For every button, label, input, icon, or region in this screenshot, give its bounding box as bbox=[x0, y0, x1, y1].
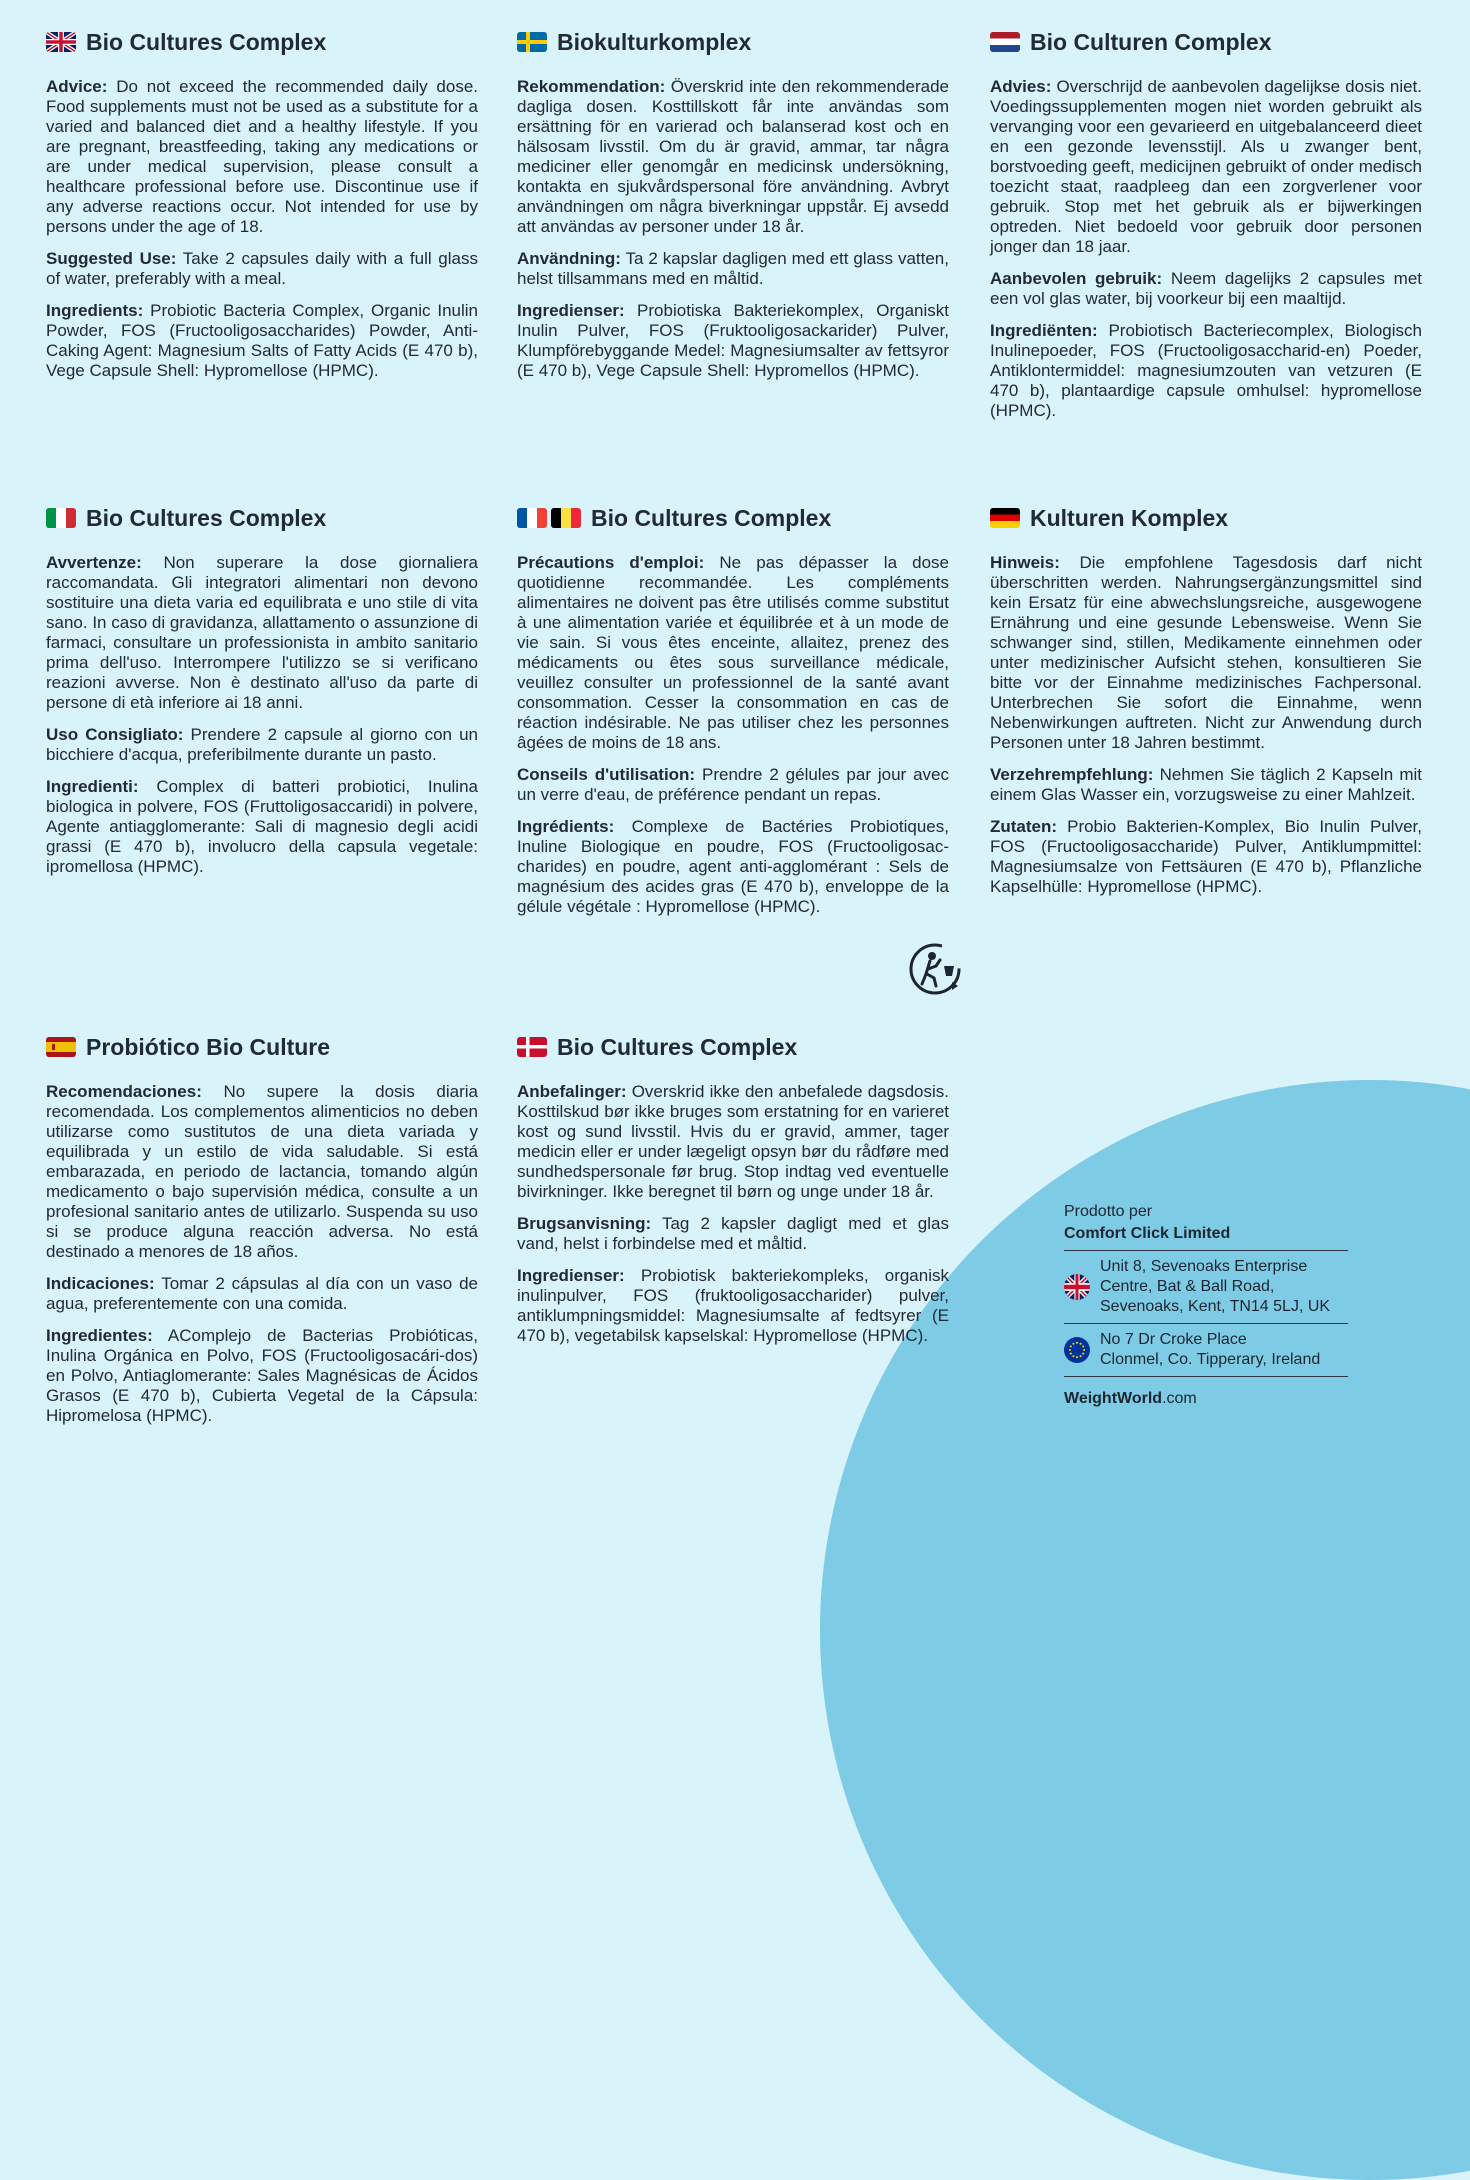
website-brand: WeightWorld bbox=[1064, 1390, 1163, 1407]
section-title-text: Biokulturkomplex bbox=[557, 29, 752, 55]
info-paragraph bbox=[990, 553, 1422, 753]
info-paragraph bbox=[517, 77, 949, 237]
address-line: Clonmel, Co. Tipperary, Ireland bbox=[1100, 1351, 1321, 1368]
info-paragraph bbox=[990, 765, 1422, 805]
flag-group bbox=[990, 508, 1020, 528]
uk-flag bbox=[46, 32, 76, 52]
address-text bbox=[1100, 1257, 1330, 1317]
info-paragraph bbox=[46, 77, 478, 237]
info-label: Ingredienti: bbox=[46, 777, 139, 796]
section-german bbox=[990, 503, 1422, 909]
address-line: No 7 Dr Croke Place bbox=[1100, 1331, 1247, 1348]
section-title-text: Kulturen Komplex bbox=[1030, 505, 1229, 531]
info-paragraph bbox=[46, 249, 478, 289]
info-label: Ingrédients: bbox=[517, 817, 615, 836]
info-label: Ingrediënten: bbox=[990, 321, 1098, 340]
info-paragraph bbox=[990, 817, 1422, 897]
flag-group bbox=[46, 508, 76, 528]
info-text: Complexe de Bactéries Probiotiques, Inuline Biologique en poudre, FOS (Fructooligosac-charides) en poudre, agent anti-agglomérant : Sels de magnésium des acides gras (E 470 b), enveloppe de la gélule végétale : Hypromellose (HPMC). bbox=[517, 817, 949, 916]
info-text: Non superare la dose giornaliera raccomandata. Gli integratori alimentari non devono sostituire una dieta varia ed equilibrata e uno stile di vita sano. In caso di gravidanza, allattamento o assunzione di farmaci, consultare un professionista in ambito sanitario prima dell'uso. Interrompere l'utilizzo se si verificano reazioni avverse. Non è destinato all'uso da parte di persone di età inferiore ai 18 anni. bbox=[46, 553, 478, 712]
flag-group bbox=[990, 32, 1020, 52]
info-label: Recomendaciones: bbox=[46, 1082, 202, 1101]
info-label: Indicaciones: bbox=[46, 1274, 155, 1293]
info-text: Nehmen Sie täglich 2 Kapseln mit einem Glas Wasser ein, vorzugsweise zu einer Mahlzeit. bbox=[990, 765, 1422, 804]
flag-group bbox=[517, 508, 581, 528]
info-paragraph bbox=[517, 301, 949, 381]
manufacturer-company: Comfort Click Limited bbox=[1064, 1225, 1231, 1242]
info-text: Tag 2 kapsler dagligt med et glas vand, helst i forbindelse med et måltid. bbox=[517, 1214, 949, 1253]
section-french bbox=[517, 503, 949, 929]
info-label: Anbefalinger: bbox=[517, 1082, 627, 1101]
section-title bbox=[517, 27, 949, 57]
info-label: Ingredients: bbox=[46, 301, 144, 320]
address-row bbox=[1064, 1323, 1348, 1376]
manufacturer-label: Prodotto per bbox=[1064, 1203, 1153, 1220]
info-text: Do not exceed the recommended daily dose. Food supplements must not be used as a substitute for a varied and balanced diet and a healthy lifestyle. If you are pregnant, breastfeeding, taking any medications or are under medical supervision, please consult a healthcare professional before use. Discontinue use if any adverse reactions occur. Not intended for use by persons under the age of 18. bbox=[46, 77, 478, 236]
section-swedish bbox=[517, 27, 949, 393]
section-title bbox=[517, 1032, 949, 1062]
france-flag bbox=[517, 508, 547, 528]
info-text: Ne pas dépasser la dose quotidienne recommandée. Les compléments alimentaires ne doivent pas être utilisés comme substitut à une alimentation variée et équilibrée et à un mode de vie sain. Si vous êtes enceinte, allaitez, prenez des médicaments ou êtes sous surveillance médicale, veuillez consulter un professionnel de la santé avant consommation. Cesser la consommation en cas de réaction indésirable. Ne pas utiliser chez les personnes âgées de moins de 18 ans. bbox=[517, 553, 949, 752]
section-title-text: Bio Cultures Complex bbox=[86, 29, 327, 55]
germany-flag bbox=[990, 508, 1020, 528]
info-paragraph bbox=[517, 249, 949, 289]
section-english bbox=[46, 27, 478, 393]
info-text: Die empfohlene Tagesdosis darf nicht überschritten werden. Nahrungsergänzungsmittel sind kein Ersatz für eine abwechslungsreiche, ausgewogene Ernährung und eine gesunde Lebensweise. Wenn Sie schwanger sind, stillen, Medikamente einnehmen oder unter medizinischer Aufsicht stehen, konsultieren Sie bitte vor der Einnahme medizinisches Fachpersonal. Unterbrechen Sie sofort die Einnahme, wenn Nebenwirkungen auftreten. Nicht zur Anwendung durch Personen unter 18 Jahren bestimmt. bbox=[990, 553, 1422, 752]
info-label: Verzehrempfehlung: bbox=[990, 765, 1154, 784]
flag-group bbox=[46, 1037, 76, 1057]
info-text: Tomar 2 cápsulas al día con un vaso de agua, preferentemente con una comida. bbox=[46, 1274, 478, 1313]
info-text: AComplejo de Bacterias Probióticas, Inulina Orgánica en Polvo, FOS (Fructooligosacári-dos) en Polvo, Antiaglomerante: Sales Magnésicas de Ácidos Grasos (E 470 b), Cubierta Vegetal de la Cápsula: Hipromelosa (HPMC). bbox=[46, 1326, 478, 1425]
website-tld: .com bbox=[1162, 1390, 1197, 1407]
section-title bbox=[46, 1032, 478, 1062]
uk-flag bbox=[1064, 1274, 1090, 1300]
address-line: Unit 8, Sevenoaks Enterprise bbox=[1100, 1258, 1308, 1275]
section-title-text: Bio Culturen Complex bbox=[1030, 29, 1272, 55]
section-italian bbox=[46, 503, 478, 889]
info-label: Précautions d'emploi: bbox=[517, 553, 705, 572]
info-label: Suggested Use: bbox=[46, 249, 177, 268]
address-line: Sevenoaks, Kent, TN14 5LJ, UK bbox=[1100, 1298, 1331, 1315]
section-danish bbox=[517, 1032, 949, 1358]
website-link[interactable] bbox=[1064, 1376, 1348, 1409]
flag-group bbox=[46, 32, 76, 52]
info-paragraph bbox=[46, 1326, 478, 1426]
info-text: Neem dagelijks 2 capsules met een vol glas water, bij voorkeur bij een maaltijd. bbox=[990, 269, 1422, 308]
info-label: Ingredientes: bbox=[46, 1326, 153, 1345]
manufacturer-block bbox=[1064, 1202, 1348, 1409]
info-label: Uso Consigliato: bbox=[46, 725, 184, 744]
info-paragraph bbox=[517, 1214, 949, 1254]
info-label: Användning: bbox=[517, 249, 621, 268]
info-text: Take 2 capsules daily with a full glass of water, preferably with a meal. bbox=[46, 249, 478, 288]
section-title bbox=[990, 27, 1422, 57]
info-paragraph bbox=[990, 269, 1422, 309]
section-spanish bbox=[46, 1032, 478, 1438]
info-label: Advies: bbox=[990, 77, 1052, 96]
info-label: Rekommendation: bbox=[517, 77, 666, 96]
info-paragraph bbox=[46, 1082, 478, 1262]
info-label: Aanbevolen gebruik: bbox=[990, 269, 1163, 288]
info-text: Probiotic Bacteria Complex, Organic Inulin Powder, FOS (Fructooligosaccharides) Powder, Anti-Caking Agent: Magnesium Salts of Fatty Acids (E 470 b), Vege Capsule Shell: Hypromellose (HPMC). bbox=[46, 301, 478, 380]
info-text: Overskrid ikke den anbefalede dagsdosis. Kosttilskud bør ikke bruges som erstatning for en varieret kost og sund livsstil. Hvis du er gravid, ammer, tager medicin eller er under lægeligt opsyn bør du rådføre med sundhedspersonale før brug. Stop indtag ved eventuelle bivirkninger. Ikke beregnet til børn og unge under 18 år. bbox=[517, 1082, 949, 1201]
info-paragraph bbox=[46, 725, 478, 765]
section-dutch bbox=[990, 27, 1422, 433]
info-text: Probio Bakterien-Komplex, Bio Inulin Pulver, FOS (Fructooligosaccharide) Pulver, Antiklumpmittel: Magnesiumsalze von Fettsäuren (E 470 b), Pflanzliche Kapselhülle: Hypromellose (HPMC). bbox=[990, 817, 1422, 896]
section-title bbox=[517, 503, 949, 533]
info-paragraph bbox=[990, 77, 1422, 257]
info-label: Brugsanvisning: bbox=[517, 1214, 652, 1233]
info-label: Avvertenze: bbox=[46, 553, 142, 572]
info-label: Zutaten: bbox=[990, 817, 1058, 836]
info-label: Conseils d'utilisation: bbox=[517, 765, 696, 784]
tidyman-recycle-icon bbox=[908, 942, 962, 996]
info-label: Hinweis: bbox=[990, 553, 1060, 572]
section-title bbox=[990, 503, 1422, 533]
flag-group bbox=[517, 1037, 547, 1057]
address-row bbox=[1064, 1250, 1348, 1323]
info-label: Advice: bbox=[46, 77, 108, 96]
denmark-flag bbox=[517, 1037, 547, 1057]
info-paragraph bbox=[46, 1274, 478, 1314]
info-paragraph bbox=[517, 765, 949, 805]
info-text: Prendere 2 capsule al giorno con un bicchiere d'acqua, preferibilmente durante un pasto. bbox=[46, 725, 478, 764]
italy-flag bbox=[46, 508, 76, 528]
section-title-text: Bio Cultures Complex bbox=[591, 505, 832, 531]
info-paragraph bbox=[517, 553, 949, 753]
eu-flag bbox=[1064, 1337, 1090, 1363]
info-text: Probiotiska Bakteriekomplex, Organiskt Inulin Pulver, FOS (Fruktooligosackarider) Pulver, Klumpförebyggande Medel: Magnesiumsalter av fettsyror (E 470 b), Vege Capsule Shell: Hypromellos (HPMC). bbox=[517, 301, 949, 380]
section-title bbox=[46, 503, 478, 533]
netherlands-flag bbox=[990, 32, 1020, 52]
belgium-flag bbox=[551, 508, 581, 528]
info-label: Ingredienser: bbox=[517, 1266, 625, 1285]
info-paragraph bbox=[46, 777, 478, 877]
sweden-flag bbox=[517, 32, 547, 52]
address-text bbox=[1100, 1330, 1320, 1370]
section-title-text: Probiótico Bio Culture bbox=[86, 1034, 331, 1060]
address-line: Centre, Bat & Ball Road, bbox=[1100, 1278, 1275, 1295]
section-title-text: Bio Cultures Complex bbox=[557, 1034, 798, 1060]
info-text: Ta 2 kapslar dagligen med ett glass vatten, helst tillsammans med en måltid. bbox=[517, 249, 949, 288]
info-text: Probiotisch Bacteriecomplex, Biologisch Inulinepoeder, FOS (Fructooligosaccharid-en) Poeder, Antiklontermiddel: magnesiumzouten van vetzuren (E 470 b), plantaardige capsule omhulsel: hypromellose (HPMC). bbox=[990, 321, 1422, 420]
section-title-text: Bio Cultures Complex bbox=[86, 505, 327, 531]
info-paragraph bbox=[990, 321, 1422, 421]
info-label: Ingredienser: bbox=[517, 301, 625, 320]
info-text: Complex di batteri probiotici, Inulina biologica in polvere, FOS (Fruttoligosaccaridi) in polvere, Agente antiagglomerante: Sali di magnesio degli acidi grassi (E 470 b), involucro della capsula vegetale: ipromellosa (HPMC). bbox=[46, 777, 478, 876]
info-paragraph bbox=[46, 553, 478, 713]
info-paragraph bbox=[517, 817, 949, 917]
info-paragraph bbox=[517, 1082, 949, 1202]
section-title bbox=[46, 27, 478, 57]
spain-flag bbox=[46, 1037, 76, 1057]
info-paragraph bbox=[46, 301, 478, 381]
info-text: Probiotisk bakteriekompleks, organisk inulinpulver, FOS (fruktooligosaccharider) pulver, antiklumpningsmiddel: Magnesiumsalte af fedtsyrer (E 470 b), vegetabilsk kapselskal: Hypromellose (HPMC). bbox=[517, 1266, 949, 1345]
info-text: No supere la dosis diaria recomendada. Los complementos alimenticios no deben utilizarse como sustitutos de una dieta variada y equilibrada y un estilo de vida saludable. Si está embarazada, en periodo de lactancia, tomando algún medicamento o bajo supervisión médica, consulte a un profesional sanitario antes de utilizarlo. Suspenda su uso si se produce alguna reacción adversa. No está destinado a menores de 18 años. bbox=[46, 1082, 478, 1261]
info-text: Överskrid inte den rekommenderade dagliga dosen. Kosttillskott får inte användas som ersättning för en varierad och balanserad kost och en hälsosam livsstil. Om du är gravid, ammar, tar några mediciner eller genomgår en medicinsk undersökning, kontakta en sjukvårdspersonal före användning. Avbryt användningen om några biverkningar uppstår. Ej avsedd att användas av personer under 18 år. bbox=[517, 77, 949, 236]
info-text: Prendre 2 gélules par jour avec un verre d'eau, de préférence pendant un repas. bbox=[517, 765, 949, 804]
info-paragraph bbox=[517, 1266, 949, 1346]
flag-group bbox=[517, 32, 547, 52]
info-text: Overschrijd de aanbevolen dagelijkse dosis niet. Voedingssupplementen mogen niet worden gebruikt als vervanging voor een gevarieerd en uitgebalanceerd dieet en een gezonde levensstijl. Als u zwanger bent, borstvoeding geeft, medicijnen gebruikt of onder medisch toezicht staat, raadpleeg dan een zorgverlener voor gebruik. Stop met het gebruik als er bijwerkingen optreden. Niet bedoeld voor gebruik door personen jonger dan 18 jaar. bbox=[990, 77, 1422, 256]
